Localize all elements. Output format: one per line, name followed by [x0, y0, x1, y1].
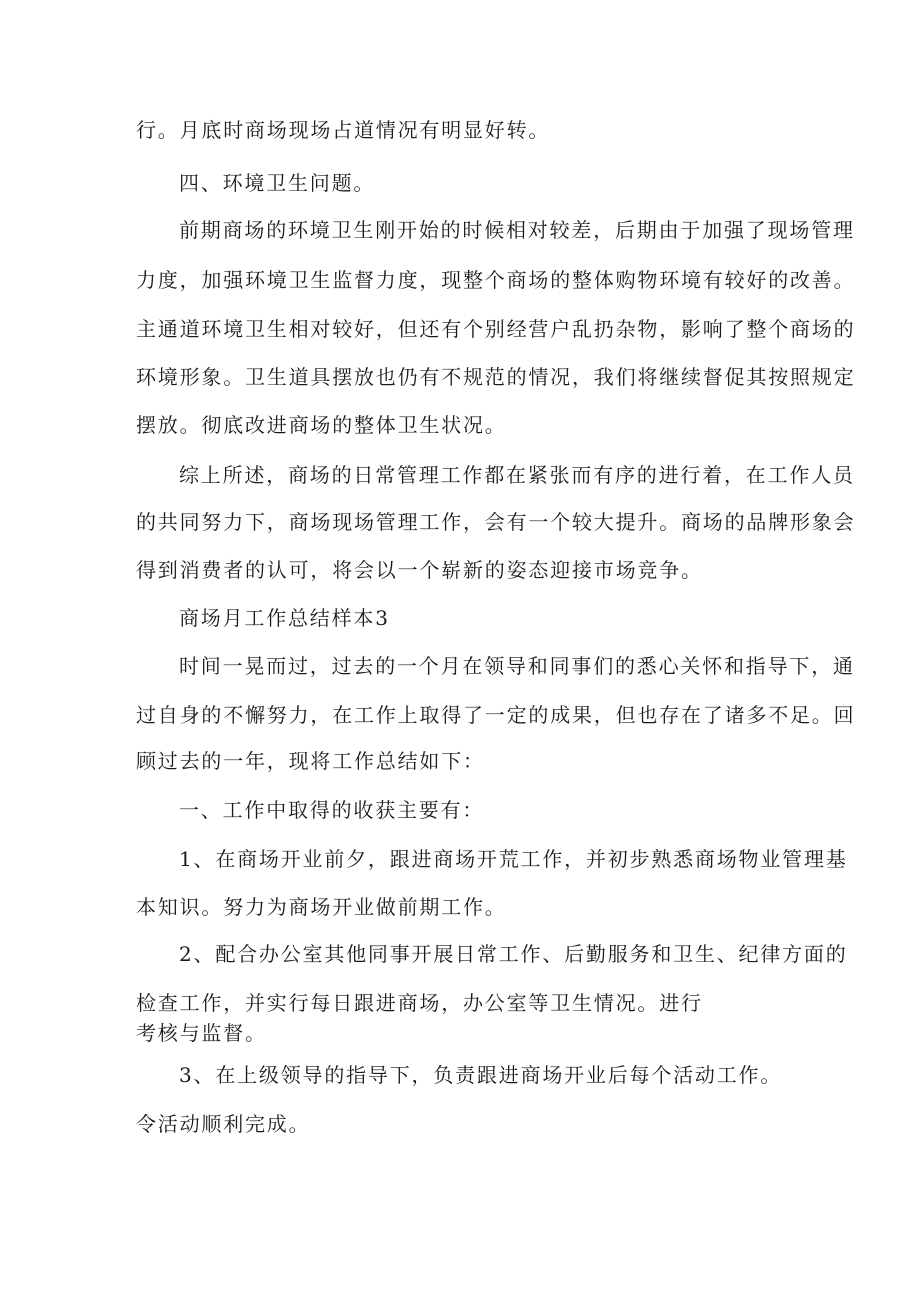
- list-item-line: 3、在上级领导的指导下，负责跟进商场开业后每个活动工作。: [179, 1063, 783, 1087]
- list-item-line: 令活动顺利完成。: [136, 1112, 311, 1136]
- list-item-line: 本知识。努力为商场开业做前期工作。: [136, 895, 507, 919]
- paragraph-line: 综上所述，商场的日常管理工作都在紧张而有序的进行着，在工作人员: [179, 463, 855, 487]
- paragraph-line: 的共同努力下，商场现场管理工作，会有一个较大提升。商场的品牌形象会: [136, 510, 856, 534]
- paragraph-line: 力度，加强环境卫生监督力度，现整个商场的整体购物环境有较好的改善。: [136, 268, 856, 292]
- paragraph-line: 主通道环境卫生相对较好，但还有个别经营户乱扔杂物，影响了整个商场的: [136, 317, 856, 341]
- list-item-line: 2、配合办公室其他同事开展日常工作、后勤服务和卫生、纪律方面的: [179, 942, 848, 966]
- section-heading: 一、工作中取得的收获主要有：: [179, 798, 485, 822]
- list-item-line: 1、在商场开业前夕，跟进商场开荒工作，并初步熟悉商场物业管理基: [179, 847, 848, 871]
- paragraph-line: 过自身的不懈努力，在工作上取得了一定的成果，但也存在了诸多不足。回: [136, 703, 856, 727]
- paragraph-line: 摆放。彻底改进商场的整体卫生状况。: [136, 413, 507, 437]
- list-item-line: 检查工作，并实行每日跟进商场，办公室等卫生情况。进行: [136, 991, 703, 1015]
- paragraph-line: 得到消费者的认可，将会以一个崭新的姿态迎接市场竞争。: [136, 558, 703, 582]
- paragraph-line: 顾过去的一年，现将工作总结如下：: [136, 749, 485, 773]
- paragraph-line: 行。月底时商场现场占道情况有明显好转。: [136, 118, 551, 142]
- paragraph-line: 前期商场的环境卫生刚开始的时候相对较差，后期由于加强了现场管理: [179, 218, 855, 242]
- section-heading: 商场月工作总结样本3: [179, 606, 390, 630]
- list-item-line: 考核与监督。: [136, 1021, 267, 1045]
- paragraph-line: 时间一晃而过，过去的一个月在领导和同事们的悉心关怀和指导下，通: [179, 654, 855, 678]
- paragraph-line: 环境形象。卫生道具摆放也仍有不规范的情况，我们将继续督促其按照规定: [136, 365, 856, 389]
- section-heading: 四、环境卫生问题。: [179, 171, 376, 195]
